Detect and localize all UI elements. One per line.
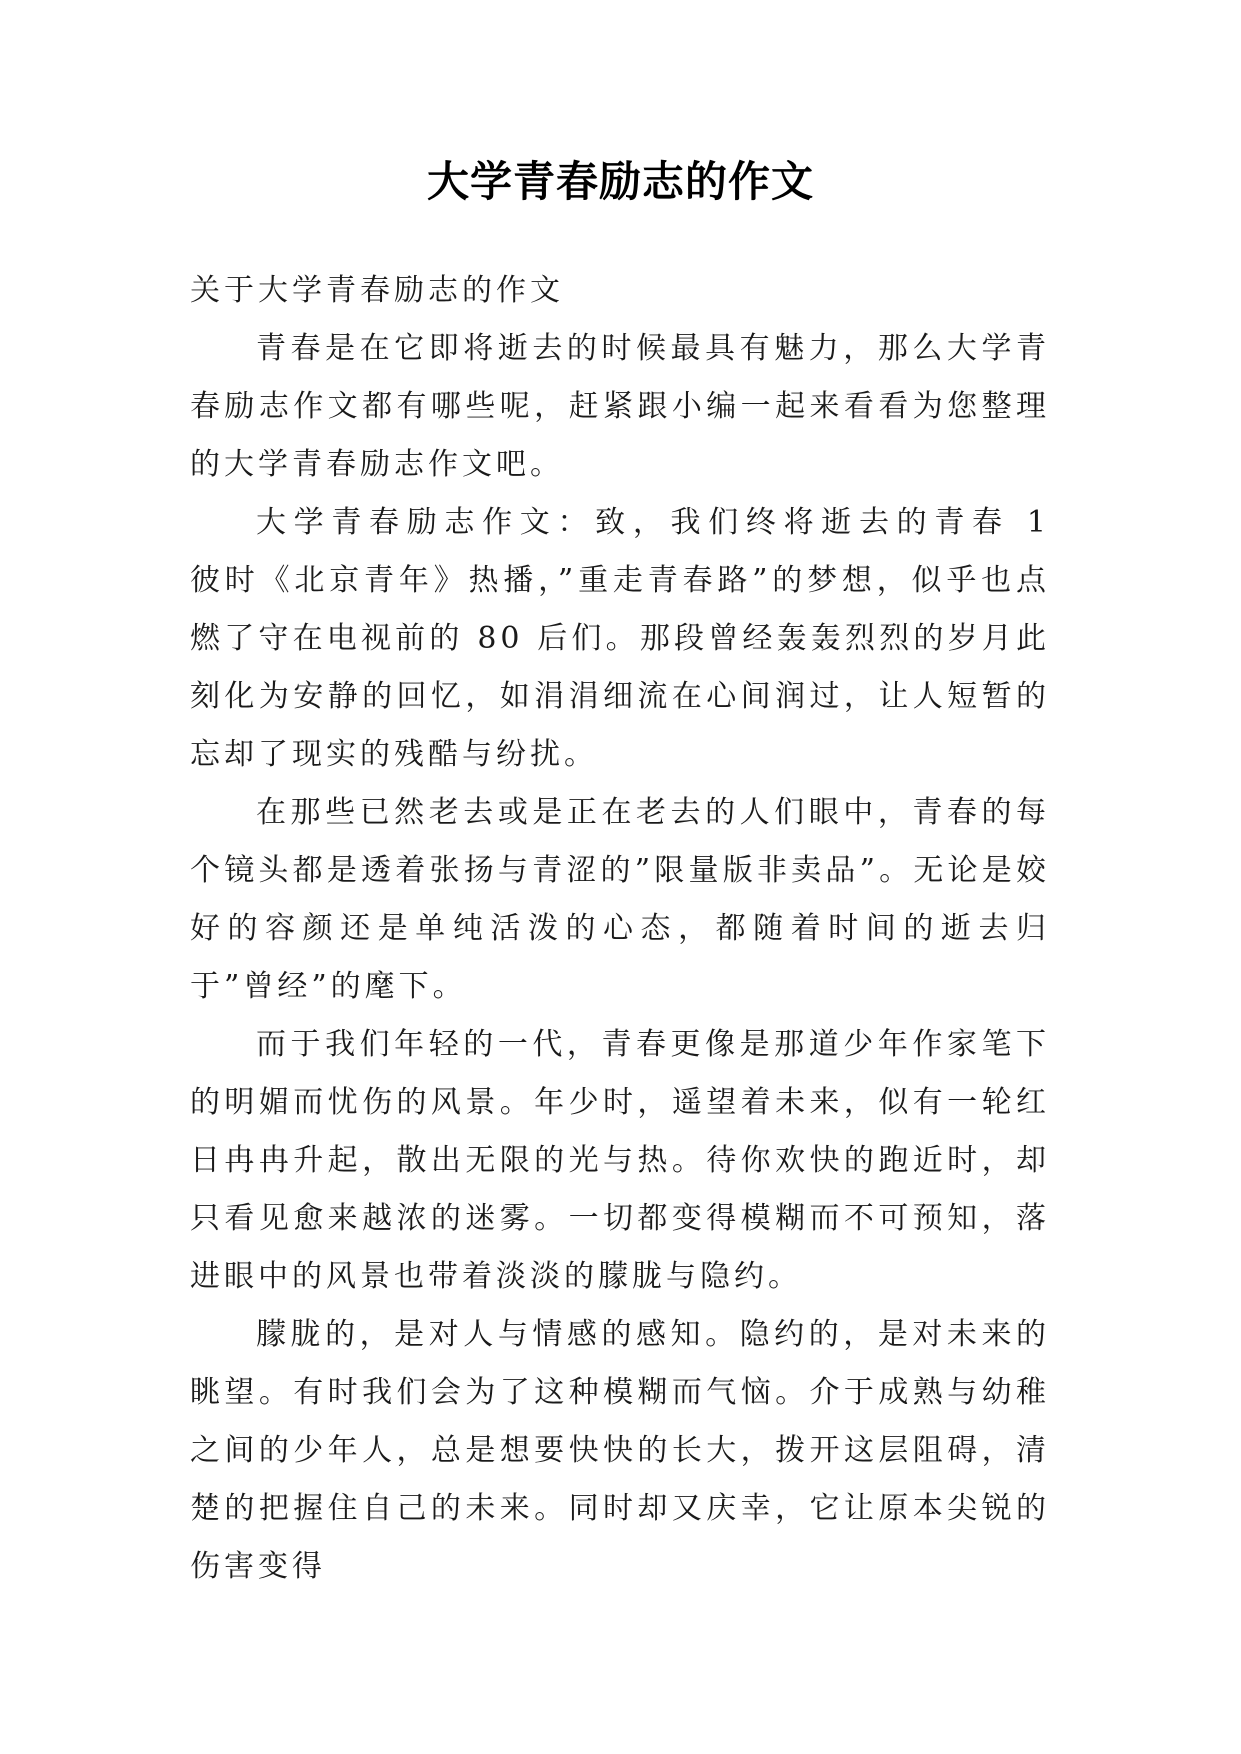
paragraph-intro: 青春是在它即将逝去的时候最具有魅力，那么大学青春励志作文都有哪些呢，赶紧跟小编一起来看看为您整理的大学青春励志作文吧。	[190, 331, 1050, 482]
document-subtitle: 关于大学青春励志的作文	[190, 273, 564, 308]
paragraph-young-generation: 而于我们年轻的一代，青春更像是那道少年作家笔下的明媚而忧伤的风景。年少时，遥望着未来，似有一轮红日冉冉升起，散出无限的光与热。待你欢快的跑近时，却只看见愈来越浓的迷雾。一切都变得模糊而不可预知，落进眼中的风景也带着淡淡的朦胧与隐约。	[190, 1027, 1050, 1294]
paragraph-aging-eyes: 在那些已然老去或是正在老去的人们眼中，青春的每个镜头都是透着张扬与青涩的”限量版非卖品”。无论是姣好的容颜还是单纯活泼的心态，都随着时间的逝去归于”曾经”的麾下。	[190, 795, 1050, 1004]
document-body	[190, 262, 1118, 1596]
paragraph-beijing-youth: 大学青春励志作文：致，我们终将逝去的青春 1 彼时《北京青年》热播，”重走青春路”的梦想，似乎也点燃了守在电视前的 80 后们。那段曾经轰轰烈烈的岁月此刻化为安静的回忆，如涓涓细流在心间润过，让人短暂的忘却了现实的残酷与纷扰。	[190, 505, 1118, 772]
page-title: 大学青春励志的作文	[426, 157, 814, 206]
paragraph-hazy-future: 朦胧的，是对人与情感的感知。隐约的，是对未来的眺望。有时我们会为了这种模糊而气恼。介于成熟与幼稚之间的少年人，总是想要快快的长大，拨开这层阻碍，清楚的把握住自己的未来。同时却又庆幸，它让原本尖锐的伤害变得	[190, 1317, 1050, 1584]
